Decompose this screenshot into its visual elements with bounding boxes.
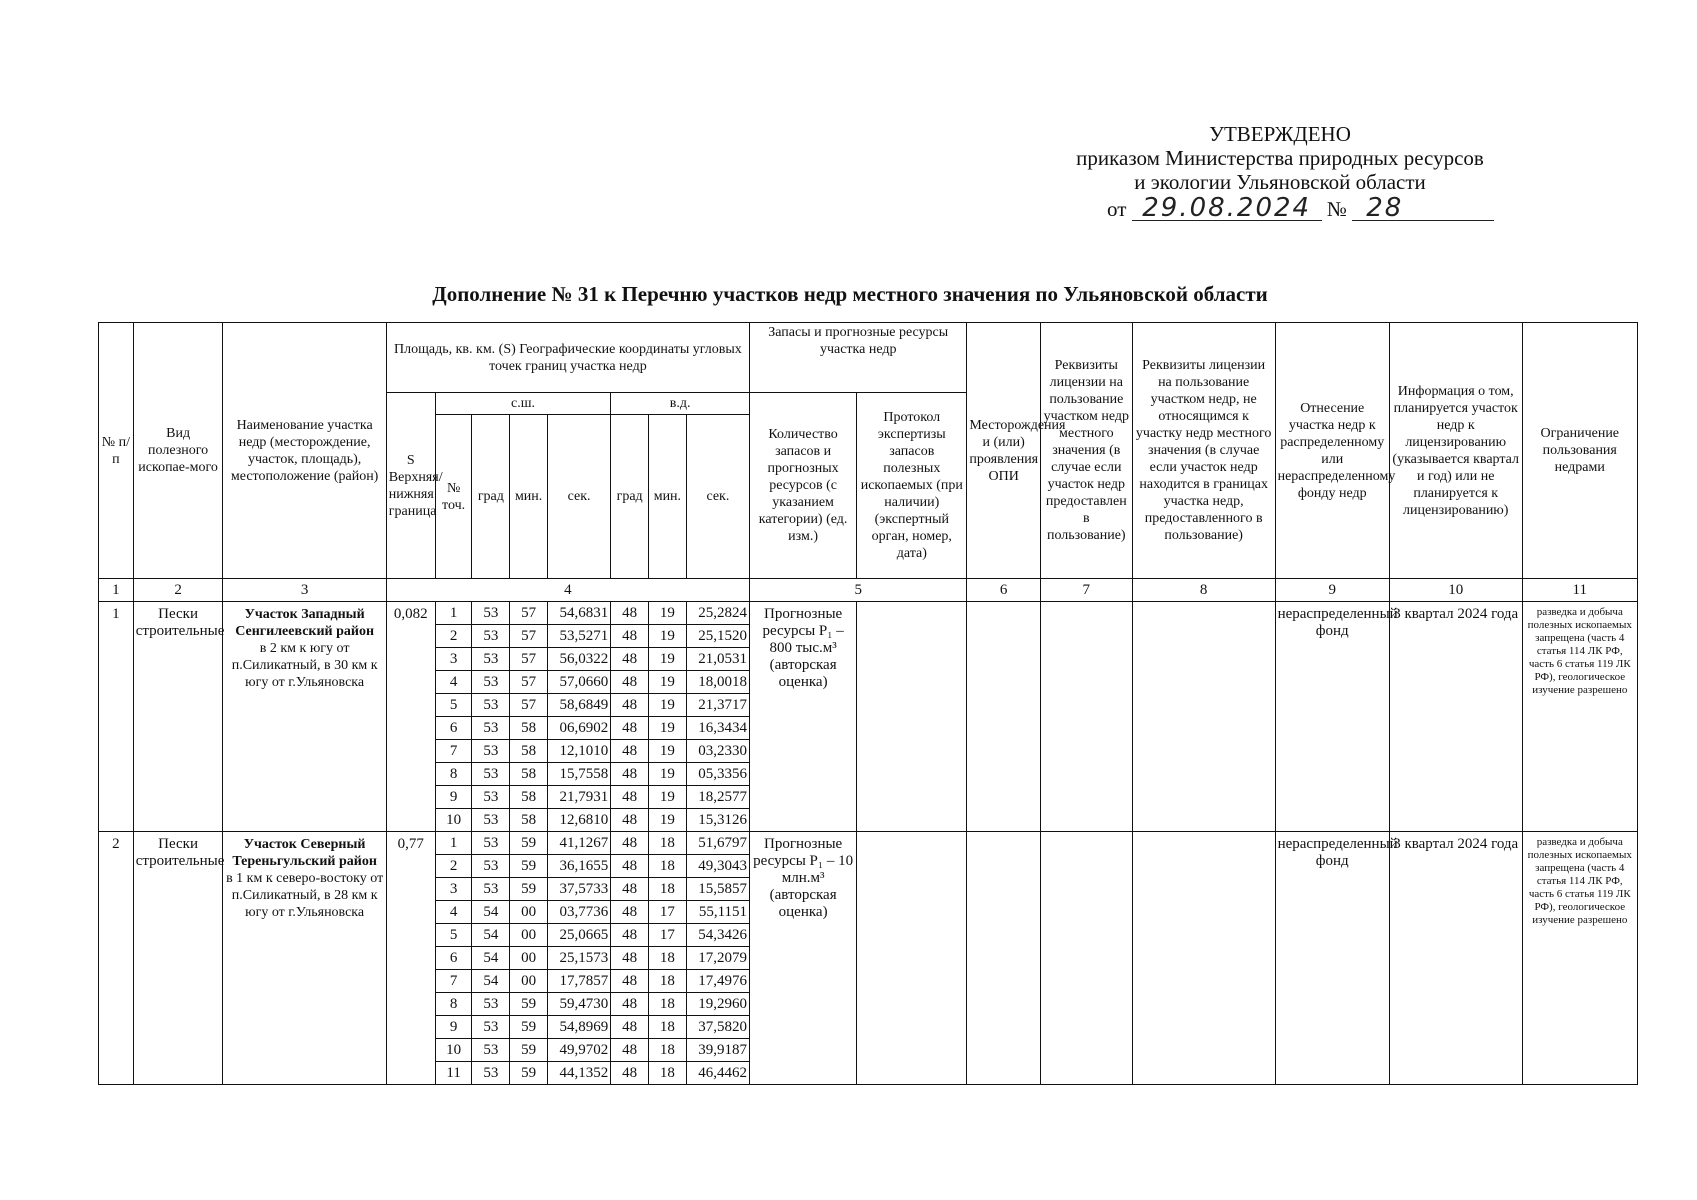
approval-date-line — [1065, 193, 1495, 223]
lon-sec: 21,0531 — [686, 648, 749, 671]
lon-deg: 48 — [611, 924, 649, 947]
lat-sec: 12,6810 — [547, 809, 610, 832]
lon-min: 19 — [649, 740, 687, 763]
lat-sec: 37,5733 — [547, 878, 610, 901]
restriction: разведка и добыча полезных ископаемых запрещена (часть 4 статья 114 ЛК РФ, часть 6 статья 119 ЛК РФ), геологическое изучение разрешено — [1522, 832, 1637, 1085]
lon-min: 18 — [649, 970, 687, 993]
lat-deg: 54 — [472, 901, 510, 924]
expert-protocol — [857, 832, 967, 1085]
mineral-type: Пески строительные — [133, 832, 223, 1085]
point-number: 3 — [435, 878, 472, 901]
column-number: 2 — [133, 579, 223, 602]
expert-protocol — [857, 602, 967, 832]
lat-deg: 53 — [472, 878, 510, 901]
column-number: 4 — [386, 579, 749, 602]
lon-sec: 37,5820 — [686, 1016, 749, 1039]
lat-deg: 53 — [472, 993, 510, 1016]
lat-min: 58 — [510, 717, 548, 740]
header-restriction: Ограничение пользования недрами — [1522, 323, 1637, 579]
number-prefix: № — [1326, 197, 1347, 221]
point-number: 9 — [435, 786, 472, 809]
lat-min: 00 — [510, 924, 548, 947]
lat-deg: 53 — [472, 625, 510, 648]
row-number: 2 — [99, 832, 134, 1085]
lat-sec: 21,7931 — [547, 786, 610, 809]
point-number: 6 — [435, 717, 472, 740]
header-lon-deg: град — [611, 415, 649, 579]
point-number: 4 — [435, 671, 472, 694]
lat-deg: 53 — [472, 694, 510, 717]
lat-min: 57 — [510, 648, 548, 671]
lat-min: 57 — [510, 694, 548, 717]
lat-deg: 53 — [472, 1016, 510, 1039]
point-number: 5 — [435, 694, 472, 717]
lon-deg: 48 — [611, 786, 649, 809]
deposits — [967, 832, 1040, 1085]
lon-deg: 48 — [611, 648, 649, 671]
lat-sec: 59,4730 — [547, 993, 610, 1016]
lon-deg: 48 — [611, 901, 649, 924]
lon-deg: 48 — [611, 809, 649, 832]
lat-deg: 53 — [472, 855, 510, 878]
lat-sec: 12,1010 — [547, 740, 610, 763]
date-prefix: от — [1107, 197, 1127, 221]
lat-sec: 25,1573 — [547, 947, 610, 970]
lon-sec: 25,1520 — [686, 625, 749, 648]
deposits — [967, 602, 1040, 832]
lon-sec: 51,6797 — [686, 832, 749, 855]
site-description — [223, 832, 386, 1085]
lat-sec: 03,7736 — [547, 901, 610, 924]
lon-deg: 48 — [611, 1016, 649, 1039]
lat-sec: 17,7857 — [547, 970, 610, 993]
lon-sec: 49,3043 — [686, 855, 749, 878]
site-location: в 2 км к югу от п.Силикатный, в 30 км к югу от г.Ульяновска — [231, 641, 378, 690]
lon-deg: 48 — [611, 855, 649, 878]
lon-sec: 19,2960 — [686, 993, 749, 1016]
lon-min: 19 — [649, 694, 687, 717]
header-lon: в.д. — [611, 393, 750, 415]
lon-deg: 48 — [611, 970, 649, 993]
point-number: 8 — [435, 993, 472, 1016]
header-licensing-plan: Информация о том, планируется участок недр к лицензированию (указывается квартал и год) или не планируется к лицензированию) — [1389, 323, 1522, 579]
site-name: Участок Западный Сенгилеевский район — [235, 607, 375, 639]
site-location: в 1 км к северо-востоку от п.Силикатный, в 28 км к югу от г.Ульяновска — [226, 871, 384, 920]
lat-deg: 53 — [472, 1039, 510, 1062]
lat-min: 59 — [510, 878, 548, 901]
lat-min: 00 — [510, 901, 548, 924]
lat-min: 59 — [510, 832, 548, 855]
lat-deg: 53 — [472, 786, 510, 809]
lat-min: 58 — [510, 740, 548, 763]
lon-min: 19 — [649, 809, 687, 832]
license-local — [1040, 602, 1132, 832]
lat-deg: 53 — [472, 648, 510, 671]
lon-sec: 25,2824 — [686, 602, 749, 625]
lat-min: 59 — [510, 1062, 548, 1085]
column-number: 10 — [1389, 579, 1522, 602]
point-number: 4 — [435, 901, 472, 924]
header-site: Наименование участка недр (месторождение, участок, площадь), местоположение (район) — [223, 323, 386, 579]
lat-min: 57 — [510, 602, 548, 625]
lon-min: 19 — [649, 786, 687, 809]
site-name: Участок Северный Тереньгульский район — [232, 837, 377, 869]
lat-deg: 53 — [472, 809, 510, 832]
lon-min: 18 — [649, 832, 687, 855]
lat-sec: 36,1655 — [547, 855, 610, 878]
lat-deg: 53 — [472, 740, 510, 763]
header-mineral: Вид полезного ископае-мого — [133, 323, 223, 579]
lat-deg: 54 — [472, 970, 510, 993]
lat-sec: 57,0660 — [547, 671, 610, 694]
lat-deg: 54 — [472, 947, 510, 970]
lon-sec: 17,4976 — [686, 970, 749, 993]
lon-deg: 48 — [611, 1062, 649, 1085]
lon-min: 18 — [649, 855, 687, 878]
lon-min: 19 — [649, 625, 687, 648]
lon-sec: 46,4462 — [686, 1062, 749, 1085]
column-number: 3 — [223, 579, 386, 602]
lat-sec: 06,6902 — [547, 717, 610, 740]
lon-min: 18 — [649, 993, 687, 1016]
reserves-amount: Прогнозные ресурсы P₁ – 800 тыс.м³ (авторская оценка) — [750, 602, 857, 832]
header-deposits: Месторождения и (или) проявления ОПИ — [967, 323, 1040, 579]
area-value: 0,082 — [386, 602, 435, 832]
lon-min: 18 — [649, 1039, 687, 1062]
lon-sec: 17,2079 — [686, 947, 749, 970]
approval-date: 29.08.2024 — [1132, 196, 1322, 221]
license-local — [1040, 832, 1132, 1085]
header-lat-sec: сек. — [547, 415, 610, 579]
header-reserves-group: Запасы и прогнозные ресурсы участка недр — [750, 323, 967, 393]
lon-deg: 48 — [611, 740, 649, 763]
licensing-plan: 3 квартал 2024 года — [1389, 832, 1522, 1085]
restriction: разведка и добыча полезных ископаемых запрещена (часть 4 статья 114 ЛК РФ, часть 6 статья 119 ЛК РФ), геологическое изучение разрешено — [1522, 602, 1637, 832]
column-number: 11 — [1522, 579, 1637, 602]
lon-deg: 48 — [611, 763, 649, 786]
approval-heading: УТВЕРЖДЕНО — [1209, 122, 1351, 146]
approval-number: 28 — [1352, 196, 1494, 221]
header-area-s: S Верхняя/нижняя граница — [386, 393, 435, 579]
lon-min: 19 — [649, 763, 687, 786]
header-lat-min: мин. — [510, 415, 548, 579]
header-license-other: Реквизиты лицензии на пользование участком недр, не относящимся к участку недр местного значения (в случае если участок недр находится в границах участка недр, предоставленного в пользование) — [1132, 323, 1275, 579]
point-number: 1 — [435, 602, 472, 625]
site-description — [223, 602, 386, 832]
subsoil-plots-table — [98, 322, 1638, 1085]
header-point-no: № точ. — [435, 415, 472, 579]
lon-sec: 15,5857 — [686, 878, 749, 901]
point-number: 7 — [435, 740, 472, 763]
header-lon-min: мин. — [649, 415, 687, 579]
lon-sec: 39,9187 — [686, 1039, 749, 1062]
lat-min: 58 — [510, 763, 548, 786]
header-lon-sec: сек. — [686, 415, 749, 579]
approval-line-1: приказом Министерства природных ресурсов — [1076, 146, 1484, 170]
reserves-amount: Прогнозные ресурсы P₁ – 10 млн.м³ (авторская оценка) — [750, 832, 857, 1085]
lon-sec: 18,2577 — [686, 786, 749, 809]
lon-min: 17 — [649, 901, 687, 924]
lon-sec: 21,3717 — [686, 694, 749, 717]
point-number: 2 — [435, 855, 472, 878]
header-area-coordinates: Площадь, кв. км. (S) Географические координаты угловых точек границ участка недр — [386, 323, 749, 393]
lat-sec: 54,6831 — [547, 602, 610, 625]
lon-min: 18 — [649, 947, 687, 970]
point-number: 11 — [435, 1062, 472, 1085]
approval-stamp — [1065, 122, 1495, 221]
area-value: 0,77 — [386, 832, 435, 1085]
header-lat: с.ш. — [435, 393, 611, 415]
lon-min: 18 — [649, 1016, 687, 1039]
lat-min: 57 — [510, 671, 548, 694]
lat-sec: 25,0665 — [547, 924, 610, 947]
lat-sec: 56,0322 — [547, 648, 610, 671]
lon-min: 19 — [649, 602, 687, 625]
license-other — [1132, 602, 1275, 832]
column-number: 5 — [750, 579, 967, 602]
lat-min: 59 — [510, 855, 548, 878]
lon-sec: 03,2330 — [686, 740, 749, 763]
lon-sec: 05,3356 — [686, 763, 749, 786]
column-number: 6 — [967, 579, 1040, 602]
lat-sec: 49,9702 — [547, 1039, 610, 1062]
lat-min: 59 — [510, 1039, 548, 1062]
point-number: 7 — [435, 970, 472, 993]
lon-deg: 48 — [611, 947, 649, 970]
lon-sec: 15,3126 — [686, 809, 749, 832]
point-number: 2 — [435, 625, 472, 648]
fund-status: нераспределенный фонд — [1275, 602, 1389, 832]
lat-deg: 53 — [472, 717, 510, 740]
approval-line-2: и экологии Ульяновской области — [1134, 170, 1426, 194]
lat-min: 59 — [510, 1016, 548, 1039]
lon-deg: 48 — [611, 694, 649, 717]
table-row — [99, 602, 1638, 625]
lat-min: 58 — [510, 786, 548, 809]
lon-min: 18 — [649, 878, 687, 901]
lat-deg: 53 — [472, 763, 510, 786]
document-title: Дополнение № 31 к Перечню участков недр местного значения по Ульяновской области — [432, 282, 1268, 306]
lon-deg: 48 — [611, 993, 649, 1016]
header-license-local: Реквизиты лицензии на пользование участком недр местного значения (в случае если участок недр предоставлен в пользование) — [1040, 323, 1132, 579]
lat-deg: 53 — [472, 602, 510, 625]
header-expert-protocol: Протокол экспертизы запасов полезных ископаемых (при наличии) (экспертный орган, номер, дата) — [857, 393, 967, 579]
lon-min: 17 — [649, 924, 687, 947]
lat-sec: 58,6849 — [547, 694, 610, 717]
column-numbers-row — [99, 579, 1638, 602]
header-lat-deg: град — [472, 415, 510, 579]
license-other — [1132, 832, 1275, 1085]
point-number: 6 — [435, 947, 472, 970]
lat-deg: 53 — [472, 1062, 510, 1085]
lon-deg: 48 — [611, 832, 649, 855]
point-number: 3 — [435, 648, 472, 671]
table-row — [99, 832, 1638, 855]
column-number: 9 — [1275, 579, 1389, 602]
point-number: 8 — [435, 763, 472, 786]
lon-deg: 48 — [611, 717, 649, 740]
point-number: 1 — [435, 832, 472, 855]
lat-sec: 54,8969 — [547, 1016, 610, 1039]
fund-status: нераспределенный фонд — [1275, 832, 1389, 1085]
lon-min: 19 — [649, 717, 687, 740]
lon-sec: 18,0018 — [686, 671, 749, 694]
lat-deg: 53 — [472, 832, 510, 855]
lon-deg: 48 — [611, 1039, 649, 1062]
lon-min: 19 — [649, 671, 687, 694]
lon-deg: 48 — [611, 625, 649, 648]
lat-min: 59 — [510, 993, 548, 1016]
licensing-plan: 3 квартал 2024 года — [1389, 602, 1522, 832]
header-reserves-amount: Количество запасов и прогнозных ресурсов (с указанием категории) (ед. изм.) — [750, 393, 857, 579]
column-number: 1 — [99, 579, 134, 602]
lat-min: 58 — [510, 809, 548, 832]
lat-deg: 53 — [472, 671, 510, 694]
lat-min: 57 — [510, 625, 548, 648]
lon-min: 18 — [649, 1062, 687, 1085]
header-fund: Отнесение участка недр к распределенному или нераспределенному фонду недр — [1275, 323, 1389, 579]
lon-sec: 16,3434 — [686, 717, 749, 740]
point-number: 9 — [435, 1016, 472, 1039]
lat-sec: 15,7558 — [547, 763, 610, 786]
lon-sec: 54,3426 — [686, 924, 749, 947]
lon-sec: 55,1151 — [686, 901, 749, 924]
lat-min: 00 — [510, 947, 548, 970]
lat-deg: 54 — [472, 924, 510, 947]
point-number: 10 — [435, 1039, 472, 1062]
lat-sec: 41,1267 — [547, 832, 610, 855]
mineral-type: Пески строительные — [133, 602, 223, 832]
lon-min: 19 — [649, 648, 687, 671]
lat-sec: 53,5271 — [547, 625, 610, 648]
point-number: 5 — [435, 924, 472, 947]
point-number: 10 — [435, 809, 472, 832]
header-no: № п/п — [99, 323, 134, 579]
lon-deg: 48 — [611, 671, 649, 694]
column-number: 8 — [1132, 579, 1275, 602]
row-number: 1 — [99, 602, 134, 832]
column-number: 7 — [1040, 579, 1132, 602]
lon-deg: 48 — [611, 602, 649, 625]
lat-min: 00 — [510, 970, 548, 993]
lat-sec: 44,1352 — [547, 1062, 610, 1085]
lon-deg: 48 — [611, 878, 649, 901]
